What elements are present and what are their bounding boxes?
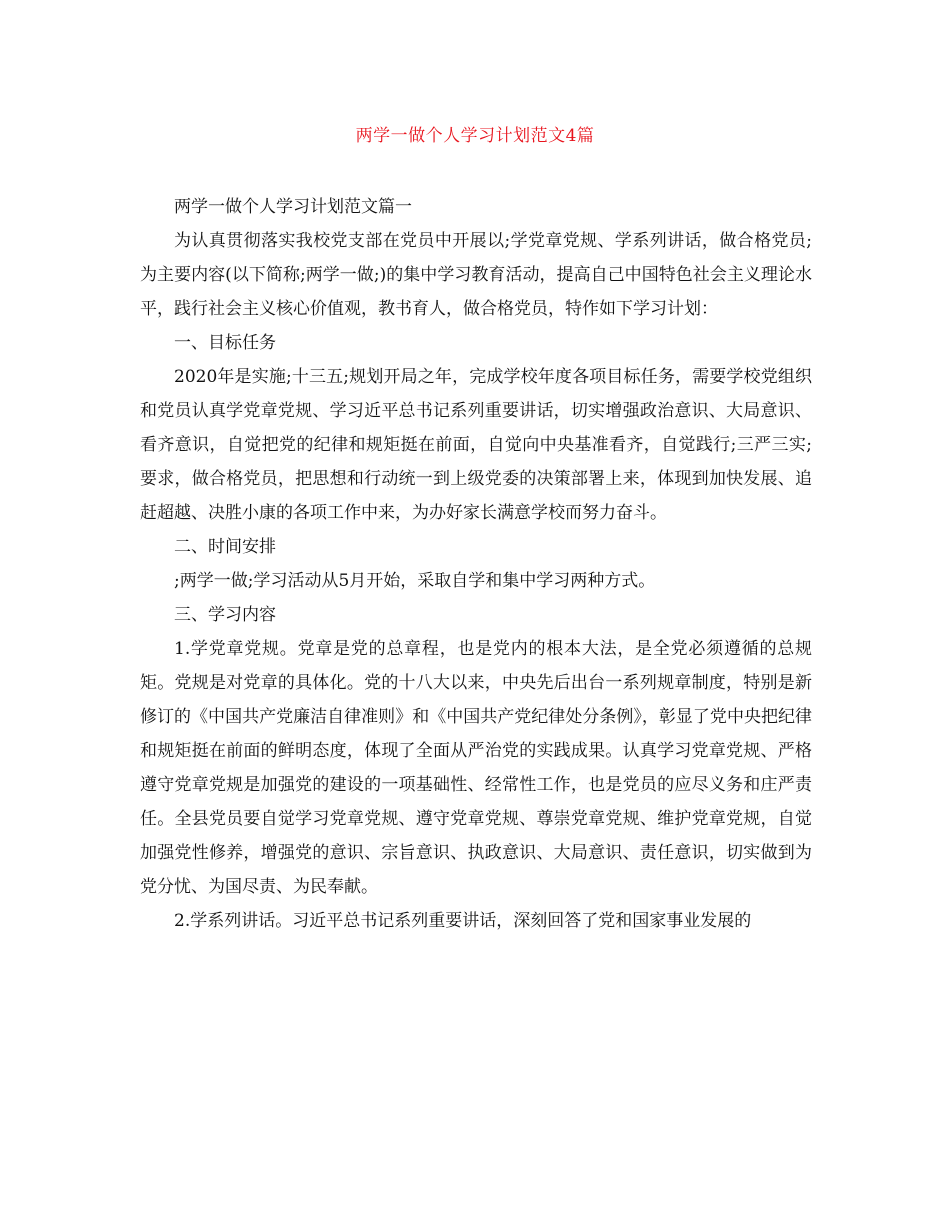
section-heading-content: 三、学习内容 — [174, 605, 276, 625]
document-body — [140, 190, 812, 938]
content-item-2: 2.学系列讲话。习近平总书记系列重要讲话，深刻回答了党和国家事业发展的 — [174, 911, 752, 931]
section-heading-schedule: 二、时间安排 — [174, 537, 276, 557]
document-title: 两学一做个人学习计划范文4篇 — [355, 126, 595, 146]
schedule-paragraph: ;两学一做;学习活动从5月开始，采取自学和集中学习两种方式。 — [174, 571, 656, 591]
goals-paragraph: 2020年是实施;十三五;规划开局之年，完成学校年度各项目标任务，需要学校党组织和党员认真学党章党规、学习近平总书记系列重要讲话，切实增强政治意识、大局意识、看齐意识，自觉把党的纪律和规矩挺在前面，自觉向中央基准看齐，自觉践行;三严三实;要求，做合格党员，把思想和行动统一到上级党委的决策部署上来，体现到加快发展、追赶超越、决胜小康的各项工作中来，为办好家长满意学校而努力奋斗。 — [140, 367, 812, 523]
intro-paragraph: 为认真贯彻落实我校党支部在党员中开展以;学党章党规、学系列讲话，做合格党员;为主要内容(以下简称;两学一做;)的集中学习教育活动，提高自己中国特色社会主义理论水平，践行社会主义核心价值观，教书育人，做合格党员，特作如下学习计划： — [140, 231, 812, 319]
section-heading-article-one: 两学一做个人学习计划范文篇一 — [174, 197, 412, 217]
section-heading-goals: 一、目标任务 — [174, 333, 276, 353]
content-item-1: 1.学党章党规。党章是党的总章程，也是党内的根本大法，是全党必须遵循的总规矩。党规是对党章的具体化。党的十八大以来，中央先后出台一系列规章制度，特别是新修订的《中国共产党廉洁自律准则》和《中国共产党纪律处分条例》，彰显了党中央把纪律和规矩挺在前面的鲜明态度，体现了全面从严治党的实践成果。认真学习党章党规、严格遵守党章党规是加强党的建设的一项基础性、经常性工作，也是党员的应尽义务和庄严责任。全县党员要自觉学习党章党规、遵守党章党规、尊崇党章党规、维护党章党规，自觉加强党性修养，增强党的意识、宗旨意识、执政意识、大局意识、责任意识，切实做到为党分忧、为国尽责、为民奉献。 — [140, 639, 812, 897]
